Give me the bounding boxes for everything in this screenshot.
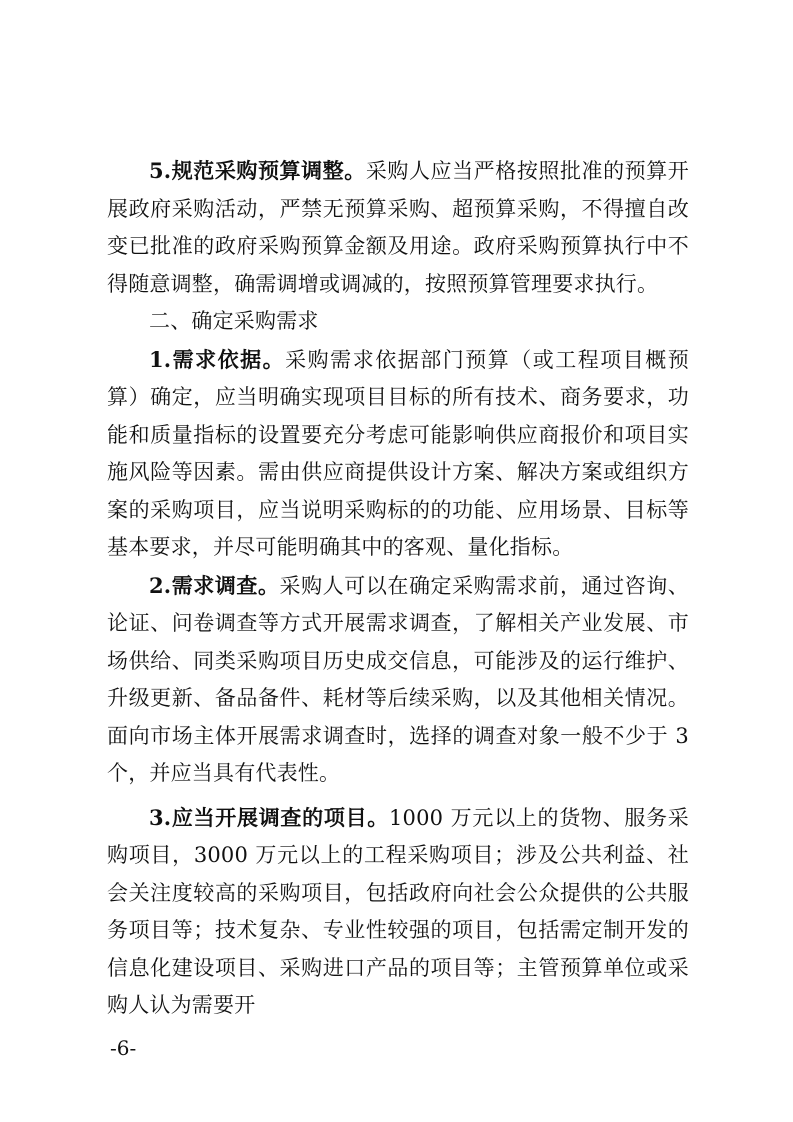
paragraph-body: 采购人可以在确定采购需求前，通过咨询、论证、问卷调查等方式开展需求调查，了解相关产业发展、市场供给、同类采购项目历史成交信息，可能涉及的运行维护、升级更新、备品备件、耗材等后续采购，以及其他相关情况。面向市场主体开展需求调查时，选择的调查对象一般不少于 3 个，并应当具有代表性。 — [107, 573, 689, 785]
paragraph-requirement-basis — [107, 341, 689, 567]
paragraph-body: 采购人应当严格按照批准的预算开展政府采购活动，严禁无预算采购、超预算采购，不得擅自改变已批准的政府采购预算金额及用途。政府采购预算执行中不得随意调整，确需调增或调减的，按照预算管理要求执行。 — [107, 159, 690, 296]
paragraph-budget-adjustment — [107, 152, 689, 303]
paragraph-lead: 5.规范采购预算调整。 — [149, 158, 366, 183]
paragraph-body: 1000 万元以上的货物、服务采购项目，3000 万元以上的工程采购项目；涉及公共利益、社会关注度较高的采购项目，包括政府向社会公众提供的公共服务项目等；技术复杂、专业性较强的项目，包括需定制开发的信息化建设项目、采购进口产品的项目等；主管预算单位或采购人认为需要开 — [107, 805, 689, 1017]
paragraph-lead: 2.需求调查。 — [149, 572, 280, 598]
section-heading: 二、确定采购需求 — [149, 309, 319, 333]
paragraph-lead: 3.应当开展调查的项目。 — [149, 804, 389, 830]
paragraph-survey-projects — [107, 799, 689, 1025]
paragraph-requirement-survey — [107, 567, 689, 793]
paragraph-body: 采购需求依据部门预算（或工程项目概预算）确定，应当明确实现项目目标的所有技术、商务要求，功能和质量指标的设置要充分考虑可能影响供应商报价和项目实施风险等因素。需由供应商提供设计方案、解决方案或组织方案的采购项目，应当说明采购标的的功能、应用场景、目标等基本要求，并尽可能明确其中的客观、量化指标。 — [107, 347, 689, 559]
page-number: -6- — [110, 1036, 137, 1060]
paragraph-lead: 1.需求依据。 — [149, 346, 286, 372]
document-page — [107, 152, 689, 1025]
